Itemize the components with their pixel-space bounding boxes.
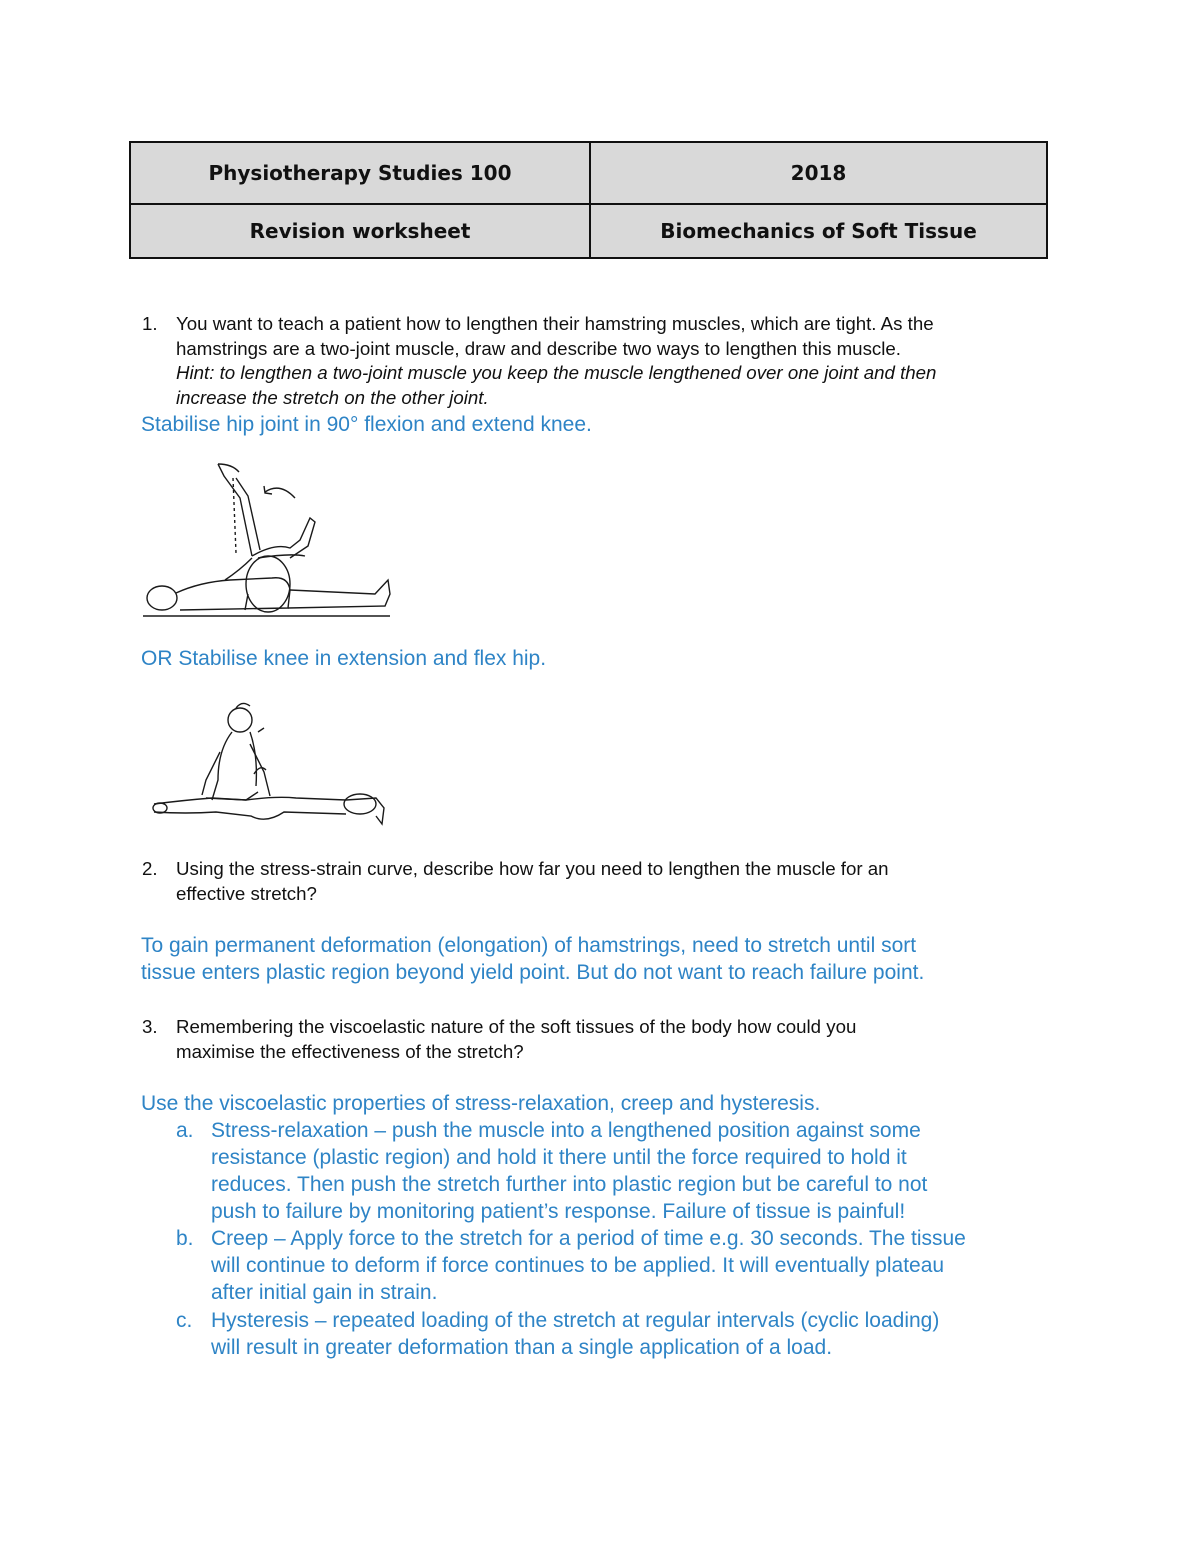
document-type: Revision worksheet xyxy=(130,204,590,258)
item-text: after initial gain in strain. xyxy=(211,1281,438,1304)
course-title: Physiotherapy Studies 100 xyxy=(130,142,590,204)
question-text: Remembering the viscoelastic nature of the soft tissues of the body how could you xyxy=(176,1016,857,1037)
answer-1b: OR Stabilise knee in extension and flex hip. xyxy=(141,647,547,670)
question-1 xyxy=(142,312,1072,410)
hip-flexed-knee-extension-illustration xyxy=(140,458,395,623)
hint-text: Hint: to lengthen a two-joint muscle you keep the muscle lengthened over one joint and then xyxy=(176,362,937,383)
answer-text: tissue enters plastic region beyond yield point. But do not want to reach failure point. xyxy=(141,961,925,984)
answer-3c xyxy=(176,1307,1076,1361)
question-text: effective stretch? xyxy=(176,882,317,904)
answer-1a: Stabilise hip joint in 90° flexion and extend knee. xyxy=(141,413,592,436)
hint-text: increase the stretch on the other joint. xyxy=(176,386,489,408)
item-text: Stress-relaxation – push the muscle into a lengthened position against some xyxy=(211,1119,921,1142)
question-number: 2. xyxy=(142,858,158,879)
header-table xyxy=(129,141,1048,259)
answer-text: To gain permanent deformation (elongation) of hamstrings, need to stretch until sort xyxy=(141,934,917,957)
question-3 xyxy=(142,1015,1072,1064)
item-letter: b. xyxy=(176,1227,194,1250)
year: 2018 xyxy=(590,142,1047,204)
question-text: Using the stress-strain curve, describe how far you need to lengthen the muscle for an xyxy=(176,858,889,879)
item-text: push to failure by monitoring patient’s response. Failure of tissue is painful! xyxy=(211,1200,906,1223)
knee-extension-hip-flexion-illustration xyxy=(146,700,391,830)
item-letter: a. xyxy=(176,1119,194,1142)
item-text: will continue to deform if force continues to be applied. It will eventually plateau xyxy=(211,1254,945,1277)
item-letter: c. xyxy=(176,1309,193,1332)
question-number: 1. xyxy=(142,313,158,334)
answer-3b xyxy=(176,1225,1076,1306)
question-text: maximise the effectiveness of the stretch? xyxy=(176,1040,524,1062)
topic: Biomechanics of Soft Tissue xyxy=(590,204,1047,258)
answer-2 xyxy=(141,932,1081,986)
item-text: will result in greater deformation than a single application of a load. xyxy=(211,1336,833,1359)
answer-3-intro: Use the viscoelastic properties of stress-relaxation, creep and hysteresis. xyxy=(141,1092,821,1115)
item-text: reduces. Then push the stretch further into plastic region but be careful to not xyxy=(211,1173,928,1196)
question-number: 3. xyxy=(142,1016,158,1037)
question-text: hamstrings are a two-joint muscle, draw and describe two ways to lengthen this muscle. xyxy=(176,337,901,359)
item-text: Hysteresis – repeated loading of the stretch at regular intervals (cyclic loading) xyxy=(211,1309,940,1332)
item-text: Creep – Apply force to the stretch for a period of time e.g. 30 seconds. The tissue xyxy=(211,1227,966,1250)
question-2 xyxy=(142,857,1072,906)
question-text: You want to teach a patient how to lengthen their hamstring muscles, which are tight. As the xyxy=(176,313,934,334)
item-text: resistance (plastic region) and hold it there until the force required to hold it xyxy=(211,1146,907,1169)
answer-3a xyxy=(176,1117,1076,1225)
